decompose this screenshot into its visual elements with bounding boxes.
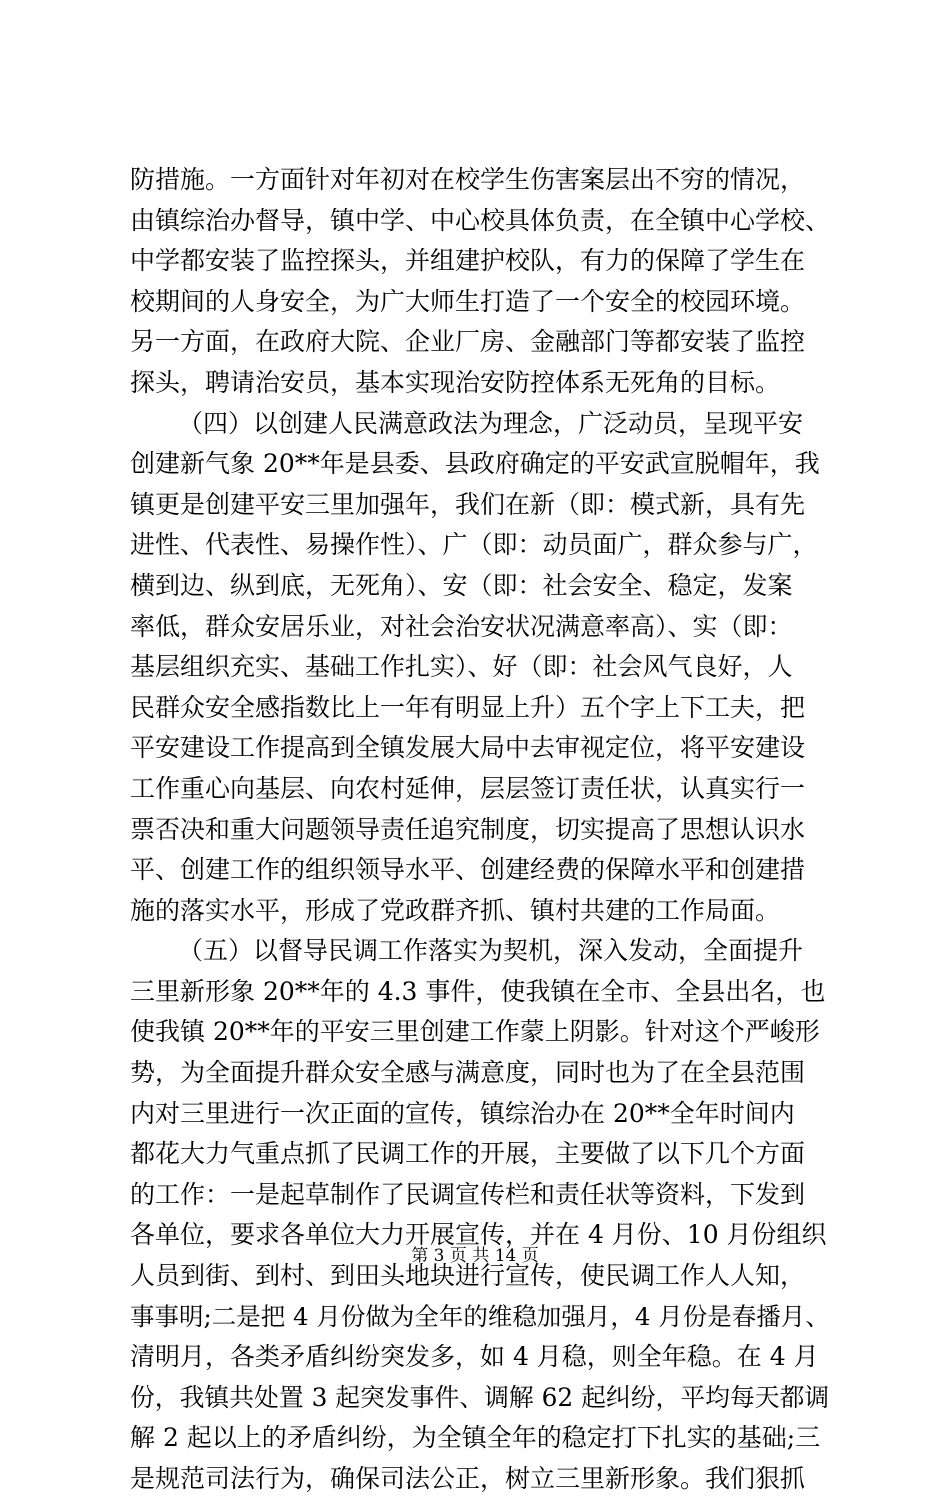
text-line: 的工作：一是起草制作了民调宣传栏和责任状等资料，下发到 [130,1179,806,1209]
paragraph-first-line: （四）以创建人民满意政法为理念，广泛动员，呈现平安 [178,408,804,438]
text-line: 解 2 起以上的矛盾纠纷，为全镇全年的稳定打下扎实的基础;三 [130,1423,821,1453]
text-line: 份，我镇共处置 3 起突发事件、调解 62 起纠纷，平均每天都调 [130,1382,830,1412]
text-line: 进性、代表性、易操作性）、广（即：动员面广，群众参与广， [130,530,818,560]
body-text [130,160,830,1500]
text-line: 中学都安装了监控探头，并组建护校队，有力的保障了学生在 [130,246,806,276]
text-line: 横到边、纵到底，无死角）、安（即：社会安全、稳定，发案 [130,570,793,600]
text-line: 票否决和重大问题领导责任追究制度，切实提高了思想认识水 [130,814,806,844]
text-line: 平、创建工作的组织领导水平、创建经费的保障水平和创建措 [130,855,806,885]
text-line: 施的落实水平，形成了党政群齐抓、镇村共建的工作局面。 [130,895,781,925]
text-line: 三里新形象 20**年的 4.3 事件，使我镇在全市、全县出名，也 [130,976,826,1006]
text-line: 创建新气象 20**年是县委、县政府确定的平安武宣脱帽年，我 [130,449,820,479]
text-line: 事事明;二是把 4 月份做为全年的维稳加强月，4 月份是春播月、 [130,1301,830,1331]
text-line: 人员到街、到村、到田头地块进行宣传，使民调工作人人知， [130,1261,806,1291]
text-line: 是规范司法行为，确保司法公正，树立三里新形象。我们狠抓 [130,1464,806,1493]
text-line: 镇更是创建平安三里加强年，我们在新（即：模式新，具有先 [130,489,806,519]
text-line: 各单位，要求各单位大力开展宣传，并在 4 月份、10 月份组织 [130,1220,827,1250]
text-line: 防措施。一方面针对年初对在校学生伤害案层出不穷的情况， [130,165,806,194]
text-line: 使我镇 20**年的平安三里创建工作蒙上阴影。针对这个严峻形 [130,1017,820,1047]
text-line: 工作重心向基层、向农村延伸，层层签订责任状，认真实行一 [130,773,806,803]
text-line: 另一方面，在政府大院、企业厂房、金融部门等都安装了监控 [130,327,806,357]
page-footer: 第 3 页 共 14 页 [411,1246,539,1266]
paragraph-first-line: （五）以督导民调工作落实为契机，深入发动，全面提升 [178,936,804,966]
text-line: 势，为全面提升群众安全感与满意度，同时也为了在全县范围 [130,1058,806,1088]
text-line: 基层组织充实、基础工作扎实）、好（即：社会风气良好，人 [130,652,793,682]
text-line: 由镇综治办督导，镇中学、中心校具体负责，在全镇中心学校、 [130,205,831,235]
text-line: 内对三里进行一次正面的宣传，镇综治办在 20**全年时间内 [130,1098,795,1128]
text-line: 清明月，各类矛盾纠纷突发多，如 4 月稳，则全年稳。在 4 月 [130,1342,819,1372]
text-line: 率低，群众安居乐业，对社会治安状况满意率高）、实（即： [130,611,793,641]
text-line: 民群众安全感指数比上一年有明显上升）五个字上下工夫，把 [130,692,806,722]
text-line: 平安建设工作提高到全镇发展大局中去审视定位，将平安建设 [130,733,806,763]
text-line: 校期间的人身安全，为广大师生打造了一个安全的校园环境。 [130,286,806,316]
text-line: 都花大力气重点抓了民调工作的开展，主要做了以下几个方面 [130,1139,806,1169]
text-line: 探头，聘请治安员，基本实现治安防控体系无死角的目标。 [130,367,781,397]
